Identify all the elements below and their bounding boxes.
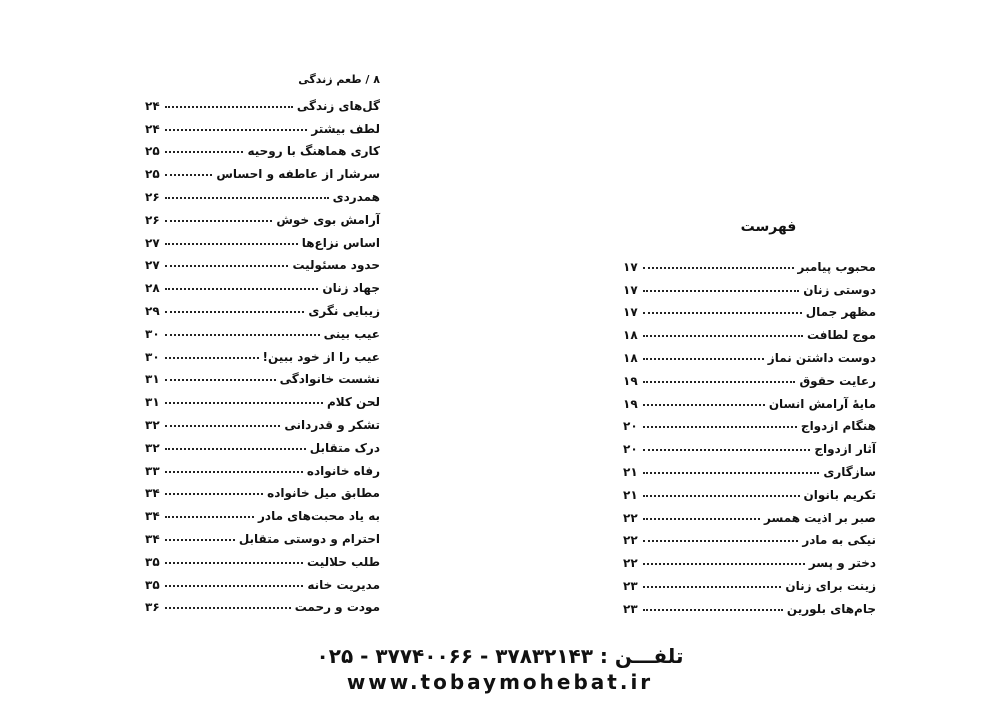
dot-leader bbox=[165, 311, 304, 313]
running-header: ۸ / طعم زندگی bbox=[298, 73, 380, 86]
toc-entry-page: ۲۹ bbox=[145, 303, 160, 318]
toc-entry-title: زیبایی نگری bbox=[308, 303, 380, 318]
dot-leader bbox=[643, 381, 795, 383]
dot-leader bbox=[165, 425, 280, 427]
toc-entry-page: ۲۷ bbox=[145, 235, 160, 250]
toc-entry-page: ۲۷ bbox=[145, 258, 160, 273]
toc-entry bbox=[145, 592, 380, 615]
dot-leader bbox=[165, 265, 288, 267]
toc-entry-page: ۲۲ bbox=[623, 556, 638, 571]
toc-entry-title: به یاد محبت‌های مادر bbox=[258, 509, 380, 524]
toc-entry bbox=[145, 364, 380, 387]
toc-entry bbox=[145, 318, 380, 341]
toc-entry-page: ۱۹ bbox=[623, 373, 638, 388]
toc-entry-title: جهاد زنان bbox=[322, 281, 380, 296]
toc-entry bbox=[623, 547, 876, 570]
toc-entry bbox=[145, 455, 380, 478]
toc-entry bbox=[145, 113, 380, 136]
toc-entry-page: ۳۶ bbox=[145, 600, 160, 615]
toc-entry-title: نیکی به مادر bbox=[802, 533, 876, 548]
toc-entry bbox=[623, 319, 876, 342]
toc-entry-page: ۲۵ bbox=[145, 144, 160, 159]
toc-entry bbox=[145, 227, 380, 250]
toc-entry bbox=[623, 365, 876, 388]
toc-entry-page: ۲۰ bbox=[623, 442, 638, 457]
dot-leader bbox=[643, 495, 800, 497]
dot-leader bbox=[643, 335, 803, 337]
toc-entry-title: لطف بیشتر bbox=[311, 121, 380, 136]
toc-entry-title: کاری هماهنگ با روحیه bbox=[247, 144, 380, 159]
dot-leader bbox=[643, 472, 819, 474]
toc-entry-title: رفاه خانواده bbox=[306, 463, 380, 478]
dot-leader bbox=[165, 220, 272, 222]
toc-entry-page: ۲۶ bbox=[145, 189, 160, 204]
dot-leader bbox=[643, 609, 783, 611]
toc-entry bbox=[145, 546, 380, 569]
toc-entry bbox=[145, 181, 380, 204]
toc-entry-title: عیب بینی bbox=[323, 326, 380, 341]
toc-entry bbox=[145, 204, 380, 227]
toc-entry-title: مدیریت خانه bbox=[307, 577, 380, 592]
toc-entry-title: مودت و رحمت bbox=[294, 600, 380, 615]
toc-entry-title: موج لطافت bbox=[806, 328, 876, 343]
dot-leader bbox=[643, 404, 765, 406]
dot-leader bbox=[165, 129, 307, 131]
toc-entry-page: ۳۴ bbox=[145, 531, 160, 546]
toc-entry-page: ۳۵ bbox=[145, 577, 160, 592]
toc-entry-page: ۳۵ bbox=[145, 554, 160, 569]
dot-leader bbox=[643, 267, 794, 269]
dot-leader bbox=[643, 426, 797, 428]
toc-entry-title: صبر بر اذیت همسر bbox=[764, 510, 876, 525]
toc-entry bbox=[623, 297, 876, 320]
dot-leader bbox=[165, 174, 212, 176]
toc-entry-page: ۱۷ bbox=[623, 259, 638, 274]
toc-entry-title: عیب را از خود ببین! bbox=[262, 349, 380, 364]
toc-entry-page: ۲۲ bbox=[623, 533, 638, 548]
toc-entry-title: رعایت حقوق bbox=[799, 373, 876, 388]
dot-leader bbox=[165, 243, 298, 245]
dot-leader bbox=[165, 539, 235, 541]
dot-leader bbox=[165, 448, 306, 450]
toc-entry bbox=[623, 502, 876, 525]
toc-entry-page: ۲۶ bbox=[145, 212, 160, 227]
toc-list-left bbox=[145, 90, 380, 614]
toc-entry bbox=[145, 341, 380, 364]
right-page bbox=[623, 215, 876, 616]
toc-entry-title: احترام و دوستی متقابل bbox=[238, 531, 380, 546]
dot-leader bbox=[165, 197, 329, 199]
toc-entry-title: سرشار از عاطفه و احساس bbox=[216, 167, 380, 182]
toc-entry-page: ۱۹ bbox=[623, 396, 638, 411]
toc-entry bbox=[623, 456, 876, 479]
toc-entry-page: ۲۳ bbox=[623, 578, 638, 593]
toc-entry-page: ۳۳ bbox=[145, 463, 160, 478]
toc-entry-page: ۲۱ bbox=[623, 464, 638, 479]
toc-entry-page: ۲۲ bbox=[623, 510, 638, 525]
toc-entry-page: ۳۲ bbox=[145, 440, 160, 455]
toc-entry-page: ۳۴ bbox=[145, 509, 160, 524]
dot-leader bbox=[165, 357, 259, 359]
toc-entry bbox=[145, 523, 380, 546]
toc-entry bbox=[145, 250, 380, 273]
toc-entry bbox=[623, 479, 876, 502]
toc-entry-title: سازگاری bbox=[823, 464, 876, 479]
toc-entry-title: مظهر جمال bbox=[805, 305, 876, 320]
toc-entry bbox=[623, 274, 876, 297]
dot-leader bbox=[165, 106, 293, 108]
toc-entry-page: ۳۰ bbox=[145, 326, 160, 341]
toc-entry-page: ۲۴ bbox=[145, 121, 160, 136]
toc-entry-title: هنگام ازدواج bbox=[800, 419, 876, 434]
toc-entry bbox=[145, 272, 380, 295]
dot-leader bbox=[165, 585, 303, 587]
toc-entry bbox=[623, 593, 876, 616]
toc-entry bbox=[145, 569, 380, 592]
toc-entry-page: ۲۰ bbox=[623, 419, 638, 434]
toc-entry-page: ۳۰ bbox=[145, 349, 160, 364]
toc-entry-page: ۲۳ bbox=[623, 601, 638, 616]
toc-entry-title: دختر و پسر bbox=[808, 556, 876, 571]
toc-entry-title: اساس نزاع‌ها bbox=[301, 235, 380, 250]
dot-leader bbox=[165, 493, 263, 495]
toc-entry-page: ۱۷ bbox=[623, 282, 638, 297]
toc-entry bbox=[623, 433, 876, 456]
dot-leader bbox=[643, 563, 805, 565]
toc-entry bbox=[145, 500, 380, 523]
toc-entry-title: آثار ازدواج bbox=[814, 442, 876, 457]
footer-phone: تلفـــن : ۳۷۸۳۲۱۴۳ - ۳۷۷۴۰۰۶۶ - ۰۲۵ bbox=[316, 644, 684, 668]
toc-entry-title: آرامش بوی خوش bbox=[276, 212, 380, 227]
toc-entry bbox=[145, 409, 380, 432]
toc-entry-page: ۲۸ bbox=[145, 281, 160, 296]
toc-entry-title: جام‌های بلورین bbox=[786, 601, 876, 616]
left-page bbox=[145, 70, 380, 614]
dot-leader bbox=[643, 540, 798, 542]
toc-entry-page: ۳۴ bbox=[145, 486, 160, 501]
toc-entry-title: تشکر و قدردانی bbox=[284, 417, 380, 432]
toc-entry-title: گل‌های زندگی bbox=[296, 98, 380, 113]
toc-entry bbox=[623, 570, 876, 593]
toc-entry bbox=[145, 295, 380, 318]
toc-entry-page: ۳۲ bbox=[145, 417, 160, 432]
toc-entry-page: ۳۱ bbox=[145, 395, 160, 410]
toc-entry-title: زینت برای زنان bbox=[785, 578, 876, 593]
dot-leader bbox=[165, 516, 254, 518]
toc-entry bbox=[145, 386, 380, 409]
footer-website: www.tobaymohebat.ir bbox=[346, 670, 654, 694]
dot-leader bbox=[643, 586, 781, 588]
dot-leader bbox=[643, 449, 810, 451]
dot-leader bbox=[165, 607, 291, 609]
toc-entry bbox=[145, 90, 380, 113]
dot-leader bbox=[643, 290, 799, 292]
toc-entry bbox=[623, 525, 876, 548]
dot-leader bbox=[643, 312, 802, 314]
dot-leader bbox=[165, 562, 303, 564]
toc-entry-title: همدردی bbox=[332, 189, 380, 204]
toc-entry-page: ۱۷ bbox=[623, 305, 638, 320]
toc-entry-page: ۳۱ bbox=[145, 372, 160, 387]
dot-leader bbox=[165, 379, 276, 381]
toc-entry-title: حدود مسئولیت bbox=[292, 258, 380, 273]
toc-entry-title: لحن کلام bbox=[326, 395, 380, 410]
toc-entry-page: ۲۱ bbox=[623, 487, 638, 502]
toc-entry-title: مطابق میل خانواده bbox=[267, 486, 380, 501]
toc-entry bbox=[623, 411, 876, 434]
toc-entry-page: ۲۴ bbox=[145, 98, 160, 113]
toc-entry bbox=[145, 158, 380, 181]
dot-leader bbox=[165, 402, 323, 404]
toc-entry-title: تکریم بانوان bbox=[803, 487, 876, 502]
toc-entry bbox=[145, 432, 380, 455]
dot-leader bbox=[643, 518, 760, 520]
toc-title: فهرست bbox=[740, 219, 797, 235]
toc-entry bbox=[145, 136, 380, 159]
toc-entry-page: ۲۵ bbox=[145, 167, 160, 182]
dot-leader bbox=[165, 151, 243, 153]
dot-leader bbox=[165, 471, 303, 473]
toc-entry-page: ۱۸ bbox=[623, 350, 638, 365]
toc-entry bbox=[145, 478, 380, 501]
toc-entry-title: محبوب پیامبر bbox=[797, 259, 876, 274]
toc-entry-title: طلب حلالیت bbox=[307, 554, 380, 569]
toc-entry-title: نشست خانوادگی bbox=[279, 372, 380, 387]
dot-leader bbox=[165, 288, 318, 290]
toc-entry-title: دوستی زنان bbox=[803, 282, 876, 297]
dot-leader bbox=[165, 334, 320, 336]
toc-entry bbox=[623, 251, 876, 274]
toc-entry-title: دوست داشتن نماز bbox=[767, 350, 876, 365]
toc-entry bbox=[623, 342, 876, 365]
toc-entry bbox=[623, 388, 876, 411]
toc-entry-title: درک متقابل bbox=[309, 440, 380, 455]
toc-entry-title: مایهٔ آرامش انسان bbox=[768, 396, 876, 411]
dot-leader bbox=[643, 358, 764, 360]
toc-list-right bbox=[623, 251, 876, 616]
toc-entry-page: ۱۸ bbox=[623, 328, 638, 343]
